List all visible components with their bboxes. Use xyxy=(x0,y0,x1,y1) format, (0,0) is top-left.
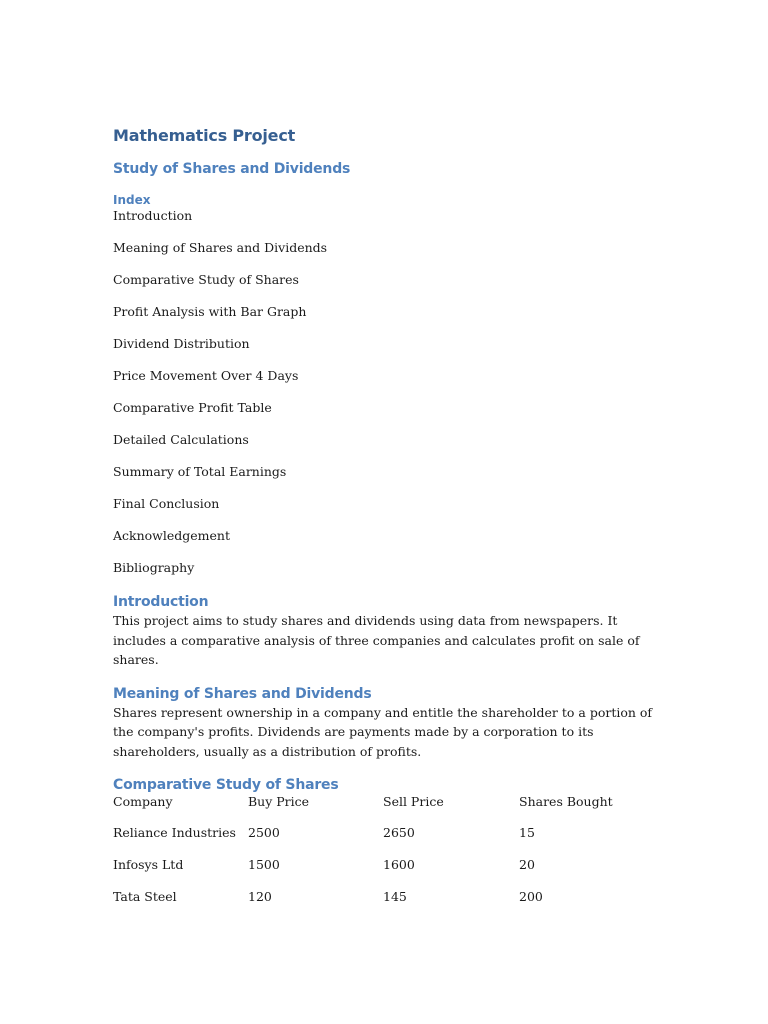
index-item: Dividend Distribution xyxy=(113,336,250,351)
shares-table xyxy=(113,794,639,921)
table-cell: 1600 xyxy=(383,857,415,872)
table-cell: Reliance Industries xyxy=(113,825,236,840)
index-item: Detailed Calculations xyxy=(113,432,249,447)
index-item: Profit Analysis with Bar Graph xyxy=(113,304,307,319)
column-header: Company xyxy=(113,794,173,809)
index-list xyxy=(113,208,653,576)
document-content xyxy=(113,126,653,921)
column-header: Shares Bought xyxy=(519,794,613,809)
table-cell: 20 xyxy=(519,857,535,872)
column-header: Sell Price xyxy=(383,794,444,809)
table-row xyxy=(113,857,639,889)
index-item: Meaning of Shares and Dividends xyxy=(113,240,328,255)
table-cell: 15 xyxy=(519,825,535,840)
introduction-heading: Introduction xyxy=(113,594,209,610)
table-header-row xyxy=(113,794,639,825)
column-header: Buy Price xyxy=(248,794,310,809)
comparative-heading: Comparative Study of Shares xyxy=(113,777,339,793)
index-item: Acknowledgement xyxy=(113,528,230,543)
table-row xyxy=(113,825,639,857)
table-cell: 200 xyxy=(519,889,543,904)
document-subtitle: Study of Shares and Dividends xyxy=(113,161,351,177)
table-cell: Tata Steel xyxy=(113,889,177,904)
index-item: Summary of Total Earnings xyxy=(113,464,287,479)
meaning-heading: Meaning of Shares and Dividends xyxy=(113,685,372,702)
index-item: Introduction xyxy=(113,208,193,223)
index-item: Comparative Study of Shares xyxy=(113,272,299,287)
index-item: Bibliography xyxy=(113,560,195,575)
meaning-paragraph: Shares represent ownership in a company and entitle the shareholder to a portion of the company's profits. Dividends are payments made by a corporation to its shareholders, usually as a distribution of profits. xyxy=(113,704,653,759)
table-cell: Infosys Ltd xyxy=(113,857,184,872)
table-cell: 2650 xyxy=(383,825,415,840)
index-item: Price Movement Over 4 Days xyxy=(113,368,299,383)
table-cell: 1500 xyxy=(248,857,280,872)
table-cell: 120 xyxy=(248,889,272,904)
table-row xyxy=(113,889,639,921)
document-title: Mathematics Project xyxy=(113,126,296,145)
table-cell: 2500 xyxy=(248,825,280,840)
index-item: Final Conclusion xyxy=(113,496,220,511)
index-item: Comparative Profit Table xyxy=(113,400,272,415)
index-heading: Index xyxy=(113,193,151,207)
introduction-paragraph: This project aims to study shares and dividends using data from newspapers. It includes a comparative analysis of three companies and calculates profit on sale of shares. xyxy=(113,613,640,667)
table-cell: 145 xyxy=(383,889,407,904)
